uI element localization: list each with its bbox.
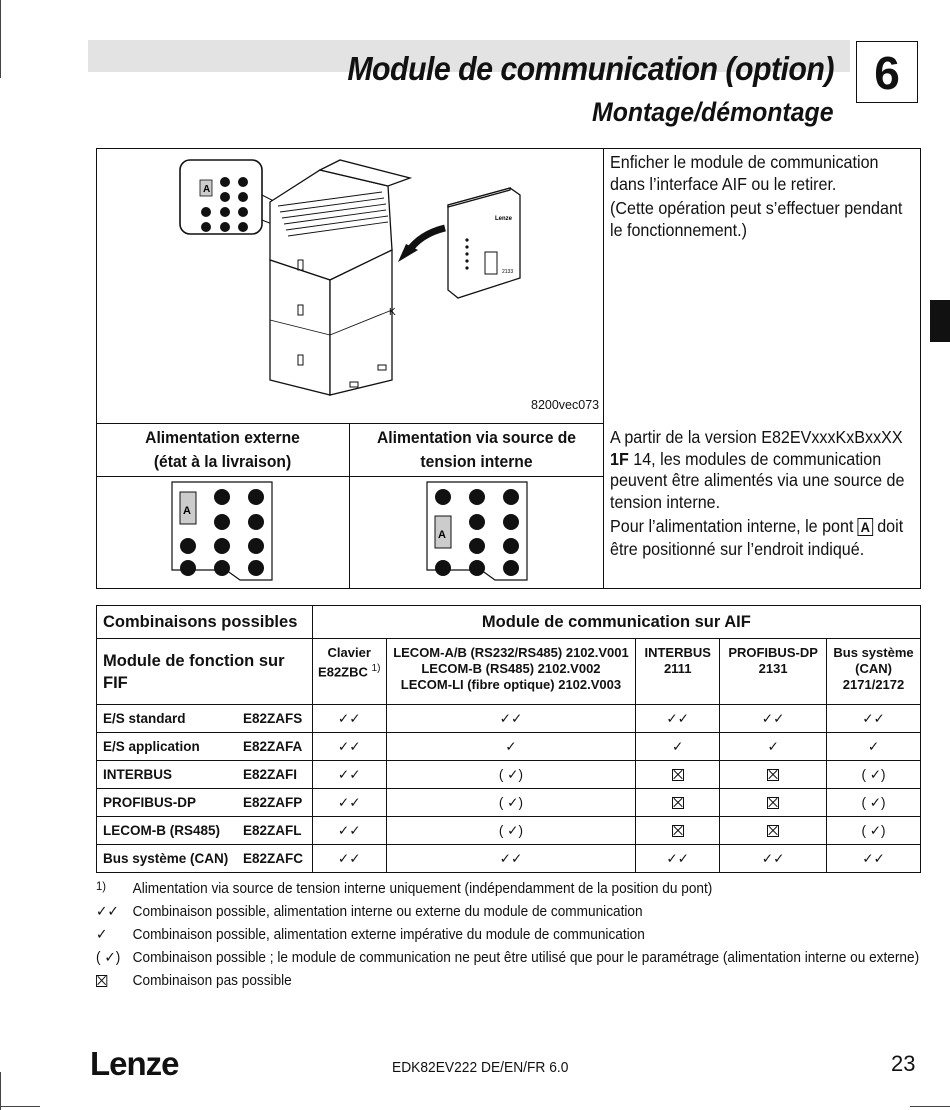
table-row (97, 761, 921, 789)
supply-paragraph: Pour l’alimentation interne, le pont A doit être positionné sur l’endroit indiqué. (610, 516, 904, 559)
not-possible-icon (672, 797, 684, 809)
note-symbol: ( ✓) (96, 950, 121, 966)
column-header: INTERBUS 2111 (636, 639, 720, 705)
table-header-right: Module de communication sur AIF (312, 606, 920, 639)
table-row (97, 845, 921, 873)
combination-cell: ✓✓ (312, 845, 386, 873)
row-module-name: LECOM-B (RS485) E82ZAFL (97, 817, 313, 845)
note-symbol: ✓ (96, 927, 108, 943)
not-possible-icon (672, 825, 684, 837)
crop-mark (0, 0, 1, 78)
note-symbol: 1) (96, 879, 107, 893)
table-header-left: Combinaisons possibles (97, 606, 313, 639)
note-text: Alimentation via source de tension interne uniquement (indépendamment de la position du pont) (132, 881, 713, 897)
figure-divider (603, 148, 604, 589)
module-numbers: 2133 (502, 269, 514, 275)
svg-text:A: A (438, 529, 446, 541)
row-module-name: E/S application E82ZAFA (97, 733, 313, 761)
column-header: LECOM-A/B (RS232/RS485) 2102.V001 LECOM-B (RS485) 2102.V002 LECOM-LI (fibre optique) 2102.V003 (386, 639, 636, 705)
combination-cell (636, 817, 720, 845)
note-item (96, 949, 941, 967)
lenze-logo: Lenze (90, 1045, 179, 1082)
combination-cell (720, 761, 827, 789)
internal-supply-label: Alimentation via source de tension interne (376, 428, 577, 471)
table-row (97, 705, 921, 733)
combination-cell: ✓✓ (312, 761, 386, 789)
combination-cell: ✓✓ (720, 845, 827, 873)
combination-cell (636, 789, 720, 817)
combination-cell: ( ✓) (386, 761, 636, 789)
intro-paragraph: (Cette opération peut s’effectuer pendant le fonctionnement.) (610, 198, 903, 240)
figure-hline (96, 423, 604, 424)
page-number: 23 (891, 1051, 916, 1076)
crop-mark (0, 1072, 1, 1110)
note-text: Combinaison pas possible (132, 973, 292, 989)
combination-cell: ✓✓ (720, 705, 827, 733)
document-id: EDK82EV222 DE/EN/FR 6.0 (392, 1059, 569, 1076)
supply-vline (349, 423, 350, 589)
supply-hline (96, 476, 604, 477)
device-label: K (389, 307, 396, 318)
table-row (97, 817, 921, 845)
combination-cell: ( ✓) (827, 761, 921, 789)
combination-cell: ( ✓) (827, 817, 921, 845)
note-text: Combinaison possible, alimentation interne ou externe du module de communication (132, 904, 643, 920)
figure-reference: 8200vec073 (531, 398, 600, 412)
row-module-name: E/S standard E82ZAFS (97, 705, 313, 733)
thumb-tab (930, 300, 950, 342)
jumper-label: A (203, 184, 211, 195)
table-row (97, 733, 921, 761)
device-illustration (170, 150, 530, 400)
jumper-internal-diagram (425, 480, 535, 585)
note-symbol (96, 972, 107, 990)
not-possible-icon (96, 975, 107, 987)
combination-cell: ✓✓ (386, 705, 636, 733)
row-module-name: PROFIBUS-DP E82ZAFP (97, 789, 313, 817)
note-item (96, 926, 941, 944)
combination-cell: ✓ (386, 733, 636, 761)
intro-paragraph: Enficher le module de communication dans l’interface AIF ou le retirer. (610, 152, 879, 194)
combination-cell: ✓✓ (636, 845, 720, 873)
chapter-number: 6 (856, 41, 918, 103)
svg-text:A: A (183, 505, 191, 517)
column-header: Bus système (CAN) 2171/2172 (827, 639, 921, 705)
note-text: Combinaison possible, alimentation externe impérative du module de communication (132, 927, 645, 943)
note-item (96, 903, 941, 921)
combination-cell: ✓✓ (312, 789, 386, 817)
note-item (96, 972, 941, 990)
not-possible-icon (767, 797, 779, 809)
combination-cell (636, 761, 720, 789)
row-module-name: Bus système (CAN) E82ZAFC (97, 845, 313, 873)
jumper-external-diagram (170, 480, 280, 585)
page-subtitle: Montage/démontage (592, 97, 834, 127)
note-text: Combinaison possible ; le module de communication ne peut être utilisé que pour le paramétrage (alimentation interne ou externe) (132, 950, 920, 966)
crop-mark (0, 1106, 40, 1107)
combination-cell: ✓✓ (312, 733, 386, 761)
combination-cell: ✓ (827, 733, 921, 761)
combination-cell (720, 817, 827, 845)
combination-cell: ( ✓) (827, 789, 921, 817)
note-symbol: ✓✓ (96, 904, 119, 920)
intro-text (610, 152, 914, 244)
column-header: PROFIBUS-DP 2131 (720, 639, 827, 705)
combination-cell: ✓✓ (386, 845, 636, 873)
combination-cell (720, 789, 827, 817)
combination-cell: ✓✓ (312, 817, 386, 845)
external-supply-label: Alimentation externe (état à la livraison) (145, 428, 300, 471)
jumper-reference: A (858, 518, 873, 536)
note-item (96, 880, 941, 898)
supply-paragraph: A partir de la version E82EVxxxKxBxxXX 1F 14, les modules de communication peuvent être alimentés via une source de tension interne. (610, 427, 905, 512)
table-row (97, 789, 921, 817)
module-logo-icon: Lenze (495, 216, 513, 222)
notes-list (96, 879, 920, 995)
combinations-table (96, 605, 921, 873)
combination-cell: ( ✓) (386, 817, 636, 845)
page-title: Module de communication (option) (347, 50, 834, 87)
not-possible-icon (672, 769, 684, 781)
column-header: Clavier E82ZBC $^{1)}$ (312, 639, 386, 705)
combination-cell: ✓✓ (827, 705, 921, 733)
not-possible-icon (767, 769, 779, 781)
not-possible-icon (767, 825, 779, 837)
combination-cell: ✓✓ (636, 705, 720, 733)
combination-cell: ✓✓ (827, 845, 921, 873)
supply-description (610, 427, 914, 563)
crop-mark (910, 1106, 950, 1107)
row-module-name: INTERBUS E82ZAFI (97, 761, 313, 789)
combination-cell: ✓ (636, 733, 720, 761)
combination-cell: ( ✓) (386, 789, 636, 817)
row-header: Module de fonction sur FIF (97, 639, 313, 705)
combination-cell: ✓ (720, 733, 827, 761)
combination-cell: ✓✓ (312, 705, 386, 733)
